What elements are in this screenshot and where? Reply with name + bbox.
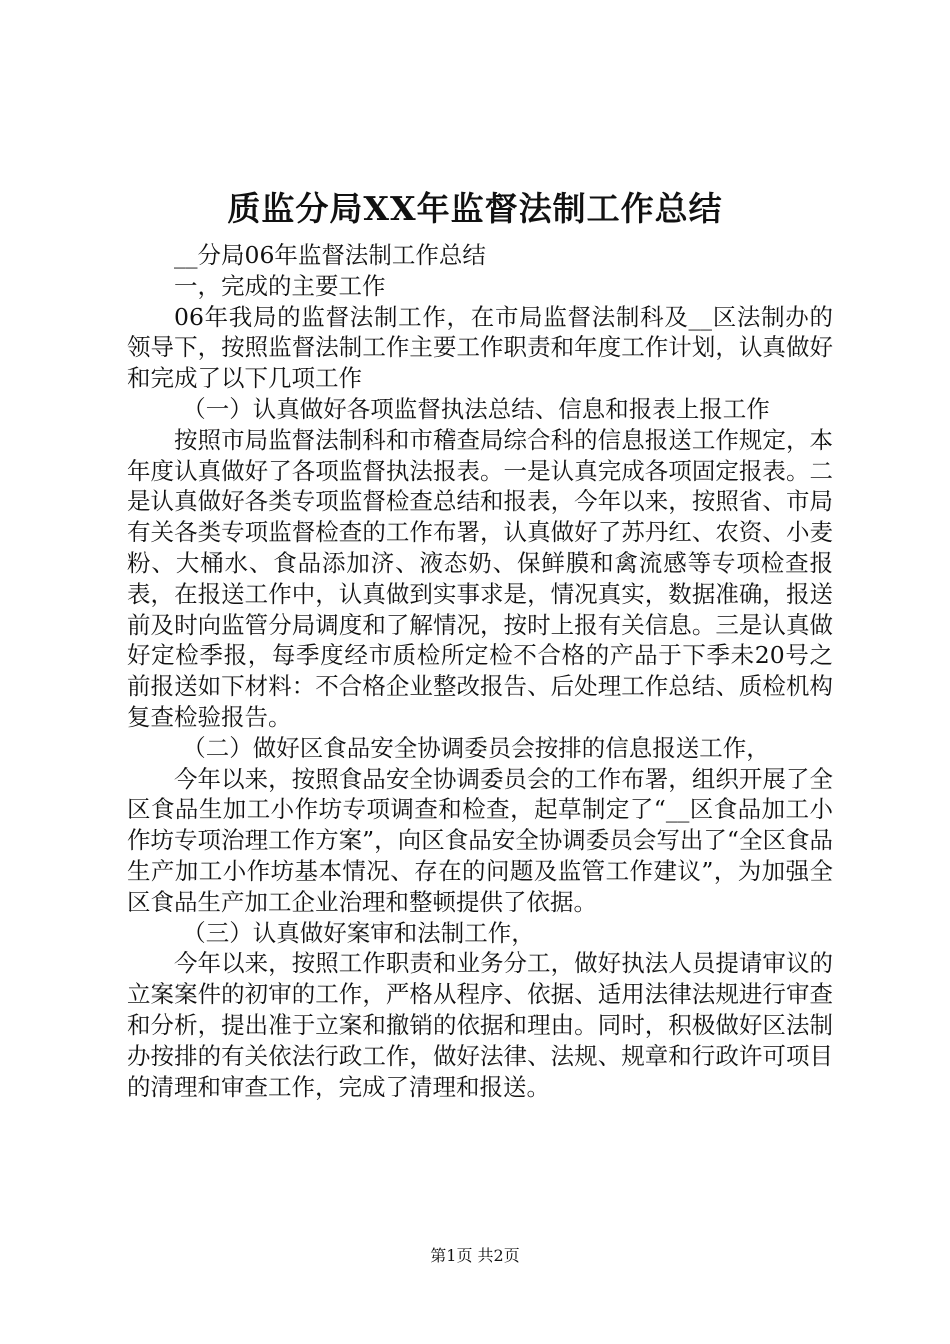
document-body <box>127 240 833 1102</box>
page-indicator: 第1页 共2页 <box>430 1246 520 1265</box>
section-heading-1: 一，完成的主要工作 <box>174 271 386 300</box>
intro-paragraph: 06年我局的监督法制工作，在市局监督法制科及__区法制办的领导下，按照监督法制工作主要工作职责和年度工作计划，认真做好和完成了以下几项工作 <box>127 302 833 393</box>
document-title: 质监分局XX年监督法制工作总结 <box>227 189 723 228</box>
subsection-heading-3: （三）认真做好案审和法制工作， <box>182 918 535 947</box>
body-paragraph-2: 今年以来，按照食品安全协调委员会的工作布署，组织开展了全区食品生加工小作坊专项调查和检查，起草制定了“__区食品加工小作坊专项治理工作方案”，向区食品安全协调委员会写出了“全区食品生产加工小作坊基本情况、存在的问题及监管工作建议”，为加强全区食品生产加工企业治理和整顿提供了依据。 <box>127 764 833 916</box>
subtitle-paragraph: __分局06年监督法制工作总结 <box>174 241 486 269</box>
body-paragraph-3: 今年以来，按照工作职责和业务分工，做好执法人员提请审议的立案案件的初审的工作，严格从程序、依据、适用法律法规进行审查和分析，提出准于立案和撤销的依据和理由。同时，积极做好区法制办按排的有关依法行政工作，做好法律、法规、规章和行政许可项目的清理和审查工作，完成了清理和报送。 <box>127 949 833 1101</box>
body-paragraph-1: 按照市局监督法制科和市稽查局综合科的信息报送工作规定，本年度认真做好了各项监督执法报表。一是认真完成各项固定报表。二是认真做好各类专项监督检查总结和报表，今年以来，按照省、市局有关各类专项监督检查的工作布署，认真做好了苏丹红、农资、小麦粉、大桶水、食品添加济、液态奶、保鲜膜和禽流感等专项检查报表，在报送工作中，认真做到实事求是，情况真实，数据准确，报送前及时向监管分局调度和了解情况，按时上报有关信息。三是认真做好定检季报，每季度经市质检所定检不合格的产品于下季未20号之前报送如下材料：不合格企业整改报告、后处理工作总结、质检机构复查检验报告。 <box>127 425 833 731</box>
subsection-heading-2: （二）做好区食品安全协调委员会按排的信息报送工作， <box>182 733 770 762</box>
subsection-heading-1: （一）认真做好各项监督执法总结、信息和报表上报工作 <box>182 394 770 423</box>
